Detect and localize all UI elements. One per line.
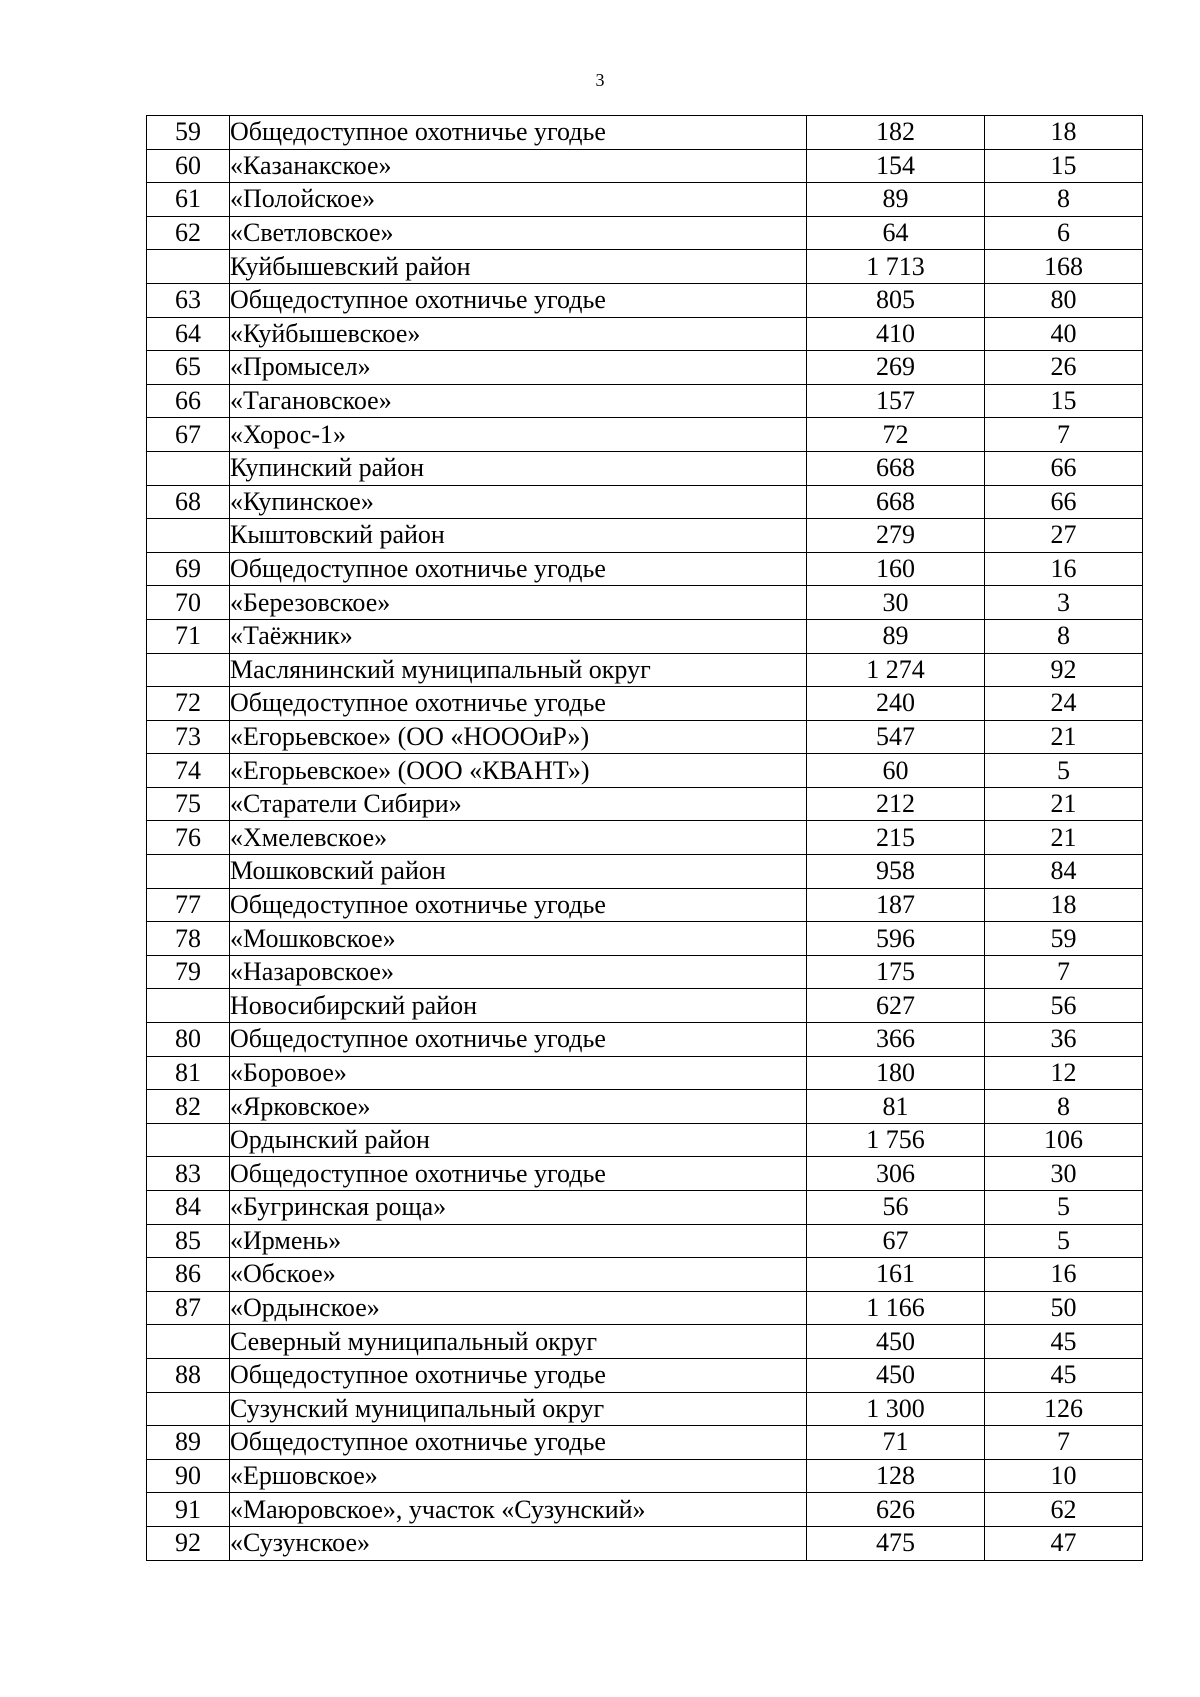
row-value-a-cell: 89 <box>807 183 985 217</box>
row-value-a-cell: 180 <box>807 1056 985 1090</box>
row-number-cell: 74 <box>147 754 230 788</box>
row-value-b-cell: 45 <box>985 1325 1143 1359</box>
row-value-a-cell: 72 <box>807 418 985 452</box>
row-value-a-cell: 366 <box>807 1023 985 1057</box>
row-number-cell: 72 <box>147 687 230 721</box>
row-number-cell: 89 <box>147 1426 230 1460</box>
table-row <box>147 317 1143 351</box>
table-row <box>147 451 1143 485</box>
row-name-cell: «Сузунское» <box>230 1526 807 1560</box>
row-number-cell <box>147 1123 230 1157</box>
table-row <box>147 586 1143 620</box>
row-value-a-cell: 475 <box>807 1526 985 1560</box>
row-name-cell: «Хмелевское» <box>230 821 807 855</box>
row-value-a-cell: 1 713 <box>807 250 985 284</box>
row-number-cell: 81 <box>147 1056 230 1090</box>
table-row <box>147 1023 1143 1057</box>
row-name-cell: «Березовское» <box>230 586 807 620</box>
row-value-b-cell: 7 <box>985 418 1143 452</box>
table-row <box>147 720 1143 754</box>
table-row <box>147 418 1143 452</box>
row-name-cell: Общедоступное охотничье угодье <box>230 552 807 586</box>
row-name-cell: «Назаровское» <box>230 955 807 989</box>
row-number-cell: 64 <box>147 317 230 351</box>
row-name-cell: «Купинское» <box>230 485 807 519</box>
row-value-a-cell: 668 <box>807 451 985 485</box>
row-value-a-cell: 805 <box>807 283 985 317</box>
row-name-cell: «Ирмень» <box>230 1224 807 1258</box>
row-value-a-cell: 128 <box>807 1459 985 1493</box>
row-value-a-cell: 450 <box>807 1358 985 1392</box>
row-value-a-cell: 56 <box>807 1191 985 1225</box>
row-value-a-cell: 269 <box>807 351 985 385</box>
row-value-a-cell: 60 <box>807 754 985 788</box>
row-number-cell: 80 <box>147 1023 230 1057</box>
row-value-a-cell: 30 <box>807 586 985 620</box>
row-value-a-cell: 547 <box>807 720 985 754</box>
table-row <box>147 552 1143 586</box>
row-value-b-cell: 7 <box>985 1426 1143 1460</box>
row-number-cell: 87 <box>147 1291 230 1325</box>
row-name-cell: Общедоступное охотничье угодье <box>230 888 807 922</box>
row-number-cell: 61 <box>147 183 230 217</box>
table-row <box>147 821 1143 855</box>
row-value-b-cell: 59 <box>985 922 1143 956</box>
table-row <box>147 183 1143 217</box>
table-row <box>147 1358 1143 1392</box>
table-row <box>147 1493 1143 1527</box>
row-value-a-cell: 306 <box>807 1157 985 1191</box>
row-value-a-cell: 240 <box>807 687 985 721</box>
table-row <box>147 1459 1143 1493</box>
row-value-a-cell: 1 274 <box>807 653 985 687</box>
table-row <box>147 1291 1143 1325</box>
row-number-cell: 86 <box>147 1258 230 1292</box>
table-row <box>147 149 1143 183</box>
row-value-b-cell: 47 <box>985 1526 1143 1560</box>
row-value-a-cell: 668 <box>807 485 985 519</box>
table-row <box>147 1258 1143 1292</box>
table-row <box>147 1526 1143 1560</box>
table-row <box>147 216 1143 250</box>
row-number-cell: 70 <box>147 586 230 620</box>
table-row <box>147 384 1143 418</box>
table-row <box>147 754 1143 788</box>
row-value-b-cell: 12 <box>985 1056 1143 1090</box>
row-value-b-cell: 30 <box>985 1157 1143 1191</box>
row-value-b-cell: 168 <box>985 250 1143 284</box>
row-name-cell: Общедоступное охотничье угодье <box>230 1426 807 1460</box>
table-row <box>147 485 1143 519</box>
table-row <box>147 1157 1143 1191</box>
row-number-cell <box>147 989 230 1023</box>
table-row <box>147 922 1143 956</box>
row-value-a-cell: 187 <box>807 888 985 922</box>
row-number-cell: 76 <box>147 821 230 855</box>
row-value-a-cell: 627 <box>807 989 985 1023</box>
row-number-cell <box>147 250 230 284</box>
row-number-cell: 67 <box>147 418 230 452</box>
row-number-cell: 77 <box>147 888 230 922</box>
row-value-b-cell: 26 <box>985 351 1143 385</box>
row-value-a-cell: 81 <box>807 1090 985 1124</box>
row-value-b-cell: 50 <box>985 1291 1143 1325</box>
row-name-cell: «Ярковское» <box>230 1090 807 1124</box>
row-value-b-cell: 36 <box>985 1023 1143 1057</box>
row-value-b-cell: 66 <box>985 451 1143 485</box>
row-name-cell: «Хорос-1» <box>230 418 807 452</box>
row-value-b-cell: 6 <box>985 216 1143 250</box>
row-value-a-cell: 175 <box>807 955 985 989</box>
row-value-b-cell: 84 <box>985 855 1143 889</box>
row-number-cell: 88 <box>147 1358 230 1392</box>
row-value-a-cell: 154 <box>807 149 985 183</box>
row-value-a-cell: 1 756 <box>807 1123 985 1157</box>
table-row <box>147 351 1143 385</box>
table-row <box>147 619 1143 653</box>
row-value-b-cell: 45 <box>985 1358 1143 1392</box>
row-number-cell: 62 <box>147 216 230 250</box>
row-name-cell: «Мошковское» <box>230 922 807 956</box>
table-row <box>147 1392 1143 1426</box>
row-number-cell: 63 <box>147 283 230 317</box>
row-value-b-cell: 92 <box>985 653 1143 687</box>
row-name-cell: Кыштовский район <box>230 519 807 553</box>
row-number-cell: 71 <box>147 619 230 653</box>
row-name-cell: «Ордынское» <box>230 1291 807 1325</box>
row-name-cell: Общедоступное охотничье угодье <box>230 283 807 317</box>
row-value-b-cell: 15 <box>985 384 1143 418</box>
table-row <box>147 1123 1143 1157</box>
row-name-cell: «Светловское» <box>230 216 807 250</box>
row-name-cell: Северный муниципальный округ <box>230 1325 807 1359</box>
row-value-b-cell: 106 <box>985 1123 1143 1157</box>
row-name-cell: «Таёжник» <box>230 619 807 653</box>
table-row <box>147 519 1143 553</box>
table-row <box>147 855 1143 889</box>
row-name-cell: «Егорьевское» (ОО «НОООиР») <box>230 720 807 754</box>
row-value-b-cell: 21 <box>985 787 1143 821</box>
row-name-cell: Общедоступное охотничье угодье <box>230 116 807 150</box>
row-value-a-cell: 161 <box>807 1258 985 1292</box>
row-name-cell: «Казанакское» <box>230 149 807 183</box>
row-name-cell: Общедоступное охотничье угодье <box>230 1358 807 1392</box>
row-number-cell: 84 <box>147 1191 230 1225</box>
row-value-b-cell: 21 <box>985 720 1143 754</box>
row-value-b-cell: 40 <box>985 317 1143 351</box>
table-row <box>147 1224 1143 1258</box>
row-number-cell <box>147 1392 230 1426</box>
row-value-b-cell: 5 <box>985 1191 1143 1225</box>
row-value-a-cell: 1 166 <box>807 1291 985 1325</box>
row-number-cell: 73 <box>147 720 230 754</box>
row-number-cell: 69 <box>147 552 230 586</box>
row-name-cell: Купинский район <box>230 451 807 485</box>
row-number-cell: 68 <box>147 485 230 519</box>
row-value-b-cell: 62 <box>985 1493 1143 1527</box>
row-name-cell: «Маюровское», участок «Сузунский» <box>230 1493 807 1527</box>
table-row <box>147 653 1143 687</box>
row-value-a-cell: 215 <box>807 821 985 855</box>
table-row <box>147 787 1143 821</box>
row-value-b-cell: 16 <box>985 1258 1143 1292</box>
row-number-cell: 75 <box>147 787 230 821</box>
row-value-b-cell: 5 <box>985 754 1143 788</box>
row-value-b-cell: 10 <box>985 1459 1143 1493</box>
table-row <box>147 1191 1143 1225</box>
row-number-cell: 83 <box>147 1157 230 1191</box>
row-number-cell: 91 <box>147 1493 230 1527</box>
row-value-b-cell: 80 <box>985 283 1143 317</box>
row-value-a-cell: 89 <box>807 619 985 653</box>
row-number-cell: 90 <box>147 1459 230 1493</box>
row-name-cell: Общедоступное охотничье угодье <box>230 1157 807 1191</box>
row-number-cell: 65 <box>147 351 230 385</box>
page-number: 3 <box>595 70 605 90</box>
row-value-b-cell: 18 <box>985 116 1143 150</box>
table-row <box>147 1090 1143 1124</box>
row-value-b-cell: 21 <box>985 821 1143 855</box>
table-row <box>147 283 1143 317</box>
row-value-a-cell: 182 <box>807 116 985 150</box>
row-value-b-cell: 3 <box>985 586 1143 620</box>
row-name-cell: Маслянинский муниципальный округ <box>230 653 807 687</box>
row-number-cell <box>147 1325 230 1359</box>
row-value-a-cell: 71 <box>807 1426 985 1460</box>
row-number-cell <box>147 653 230 687</box>
row-value-b-cell: 16 <box>985 552 1143 586</box>
row-number-cell <box>147 451 230 485</box>
table-body <box>147 116 1143 1561</box>
table-row <box>147 955 1143 989</box>
row-name-cell: Ордынский район <box>230 1123 807 1157</box>
row-name-cell: Мошковский район <box>230 855 807 889</box>
row-name-cell: «Куйбышевское» <box>230 317 807 351</box>
row-number-cell <box>147 519 230 553</box>
row-number-cell: 60 <box>147 149 230 183</box>
row-name-cell: «Старатели Сибири» <box>230 787 807 821</box>
row-value-b-cell: 8 <box>985 619 1143 653</box>
row-value-a-cell: 64 <box>807 216 985 250</box>
row-name-cell: Общедоступное охотничье угодье <box>230 1023 807 1057</box>
row-name-cell: «Егорьевское» (ООО «КВАНТ») <box>230 754 807 788</box>
row-value-a-cell: 212 <box>807 787 985 821</box>
row-value-a-cell: 1 300 <box>807 1392 985 1426</box>
table-row <box>147 250 1143 284</box>
row-value-a-cell: 67 <box>807 1224 985 1258</box>
row-value-b-cell: 66 <box>985 485 1143 519</box>
row-name-cell: «Бугринская роща» <box>230 1191 807 1225</box>
table-row <box>147 1426 1143 1460</box>
row-value-a-cell: 450 <box>807 1325 985 1359</box>
row-value-b-cell: 27 <box>985 519 1143 553</box>
row-value-a-cell: 279 <box>807 519 985 553</box>
row-value-a-cell: 626 <box>807 1493 985 1527</box>
row-value-a-cell: 157 <box>807 384 985 418</box>
row-name-cell: Сузунский муниципальный округ <box>230 1392 807 1426</box>
table-row <box>147 1325 1143 1359</box>
row-number-cell: 92 <box>147 1526 230 1560</box>
row-name-cell: «Тагановское» <box>230 384 807 418</box>
row-name-cell: «Промысел» <box>230 351 807 385</box>
row-value-b-cell: 8 <box>985 1090 1143 1124</box>
row-number-cell: 85 <box>147 1224 230 1258</box>
row-value-b-cell: 8 <box>985 183 1143 217</box>
row-value-b-cell: 24 <box>985 687 1143 721</box>
row-value-b-cell: 5 <box>985 1224 1143 1258</box>
row-value-b-cell: 56 <box>985 989 1143 1023</box>
row-number-cell: 79 <box>147 955 230 989</box>
row-name-cell: «Полойское» <box>230 183 807 217</box>
row-value-a-cell: 160 <box>807 552 985 586</box>
hunting-grounds-table <box>146 115 1143 1561</box>
table-row <box>147 116 1143 150</box>
row-name-cell: «Боровое» <box>230 1056 807 1090</box>
row-name-cell: Новосибирский район <box>230 989 807 1023</box>
row-value-a-cell: 596 <box>807 922 985 956</box>
row-number-cell: 59 <box>147 116 230 150</box>
row-number-cell: 66 <box>147 384 230 418</box>
row-value-b-cell: 18 <box>985 888 1143 922</box>
row-name-cell: «Обское» <box>230 1258 807 1292</box>
table-row <box>147 687 1143 721</box>
row-number-cell <box>147 855 230 889</box>
row-value-b-cell: 7 <box>985 955 1143 989</box>
row-name-cell: «Ершовское» <box>230 1459 807 1493</box>
row-number-cell: 78 <box>147 922 230 956</box>
table-row <box>147 1056 1143 1090</box>
row-value-a-cell: 410 <box>807 317 985 351</box>
row-value-b-cell: 15 <box>985 149 1143 183</box>
row-name-cell: Куйбышевский район <box>230 250 807 284</box>
row-number-cell: 82 <box>147 1090 230 1124</box>
table-row <box>147 888 1143 922</box>
row-value-b-cell: 126 <box>985 1392 1143 1426</box>
row-value-a-cell: 958 <box>807 855 985 889</box>
table-row <box>147 989 1143 1023</box>
row-name-cell: Общедоступное охотничье угодье <box>230 687 807 721</box>
